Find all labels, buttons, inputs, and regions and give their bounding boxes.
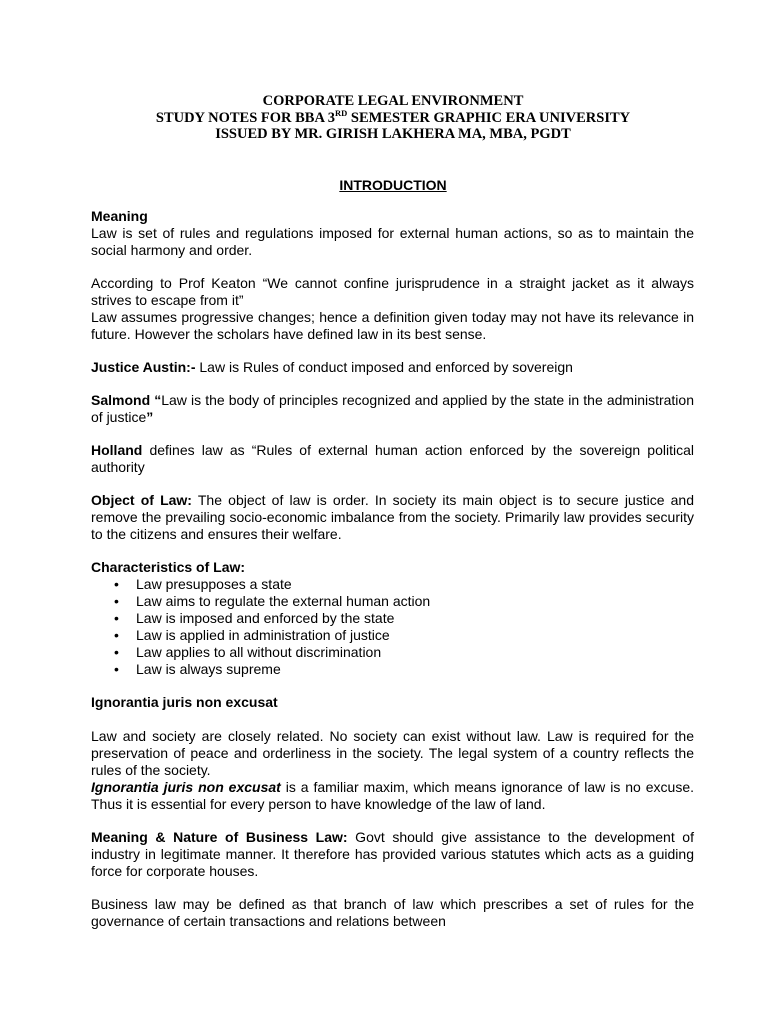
ignorantia-text: is a familiar maxim, which means ignorance of law is no excuse. Thus it is essential for every person to have knowledge of the law of land. — [91, 779, 695, 812]
law-society-paragraph: Law and society are closely related. No society can exist without law. Law is required for the preservation of peace and orderliness in the society. The legal system of a country reflects the rules of the society. — [91, 728, 694, 778]
austin-label: Justice Austin:- — [91, 359, 196, 375]
bullet-icon: • — [114, 576, 119, 592]
salmond-definition — [91, 392, 694, 426]
holland-label: Holland — [91, 442, 143, 458]
document-header — [0, 93, 768, 143]
list-item — [91, 576, 694, 593]
list-item-text: Law applies to all without discrimination — [136, 644, 382, 660]
header-course-title: CORPORATE LEGAL ENVIRONMENT — [262, 93, 524, 109]
document-body — [91, 208, 694, 946]
ignorantia-heading: Ignorantia juris non excusat — [91, 694, 278, 710]
header-study-notes — [0, 107, 768, 127]
list-item — [91, 661, 694, 678]
bullet-icon: • — [114, 593, 119, 609]
section-title-introduction: INTRODUCTION — [339, 177, 447, 193]
bullet-icon: • — [114, 627, 119, 643]
characteristics-heading: Characteristics of Law: — [91, 559, 246, 575]
header-study-notes-text: STUDY NOTES FOR BBA 3 — [155, 109, 336, 126]
bullet-icon: • — [114, 661, 119, 677]
business-law-definition: Business law may be defined as that branch of law which prescribes a set of rules for the governance of certain transactions and relations between — [91, 896, 694, 929]
business-law-text: Govt should give assistance to the development of industry in legitimate manner. It therefore has provided various statutes which acts as a guiding force for corporate houses. — [91, 829, 694, 879]
business-law-label: Meaning & Nature of Business Law: — [91, 829, 348, 845]
keaton-quote-paragraph: According to Prof Keaton “We cannot confine jurisprudence in a straight jacket as it always strives to escape from it” — [91, 275, 694, 308]
salmond-label: Salmond “ — [91, 392, 162, 408]
object-label: Object of Law: — [91, 492, 192, 508]
austin-text: Law is Rules of conduct imposed and enforced by sovereign — [195, 359, 573, 375]
object-of-law — [91, 492, 694, 543]
header-university-text: SEMESTER GRAPHIC ERA UNIVERSITY — [347, 109, 631, 126]
bullet-icon: • — [114, 610, 119, 626]
salmond-close-quote: ” — [146, 409, 154, 425]
list-item — [91, 593, 694, 610]
list-item — [91, 610, 694, 627]
header-issuer: ISSUED BY MR. GIRISH LAKHERA MA, MBA, PGDT — [215, 126, 571, 142]
meaning-heading: Meaning — [91, 208, 148, 224]
list-item — [91, 627, 694, 644]
list-item-text: Law is always supreme — [136, 661, 281, 677]
characteristics-list — [91, 576, 694, 678]
list-item-text: Law is applied in administration of justice — [136, 627, 390, 643]
list-item — [91, 644, 694, 661]
list-item-text: Law aims to regulate the external human action — [136, 593, 431, 609]
meaning-paragraph: Law is set of rules and regulations imposed for external human actions, so as to maintain the social harmony and order. — [91, 225, 694, 258]
holland-definition — [91, 442, 694, 476]
bullet-icon: • — [114, 644, 119, 660]
list-item-text: Law presupposes a state — [136, 576, 292, 592]
holland-text: defines law as “Rules of external human action enforced by the sovereign political authority — [91, 442, 694, 475]
salmond-text: Law is the body of principles recognized and applied by the state in the administration of justice — [91, 392, 694, 425]
ignorantia-maxim: Ignorantia juris non excusat — [91, 779, 281, 795]
business-law-paragraph — [91, 829, 694, 880]
header-superscript: RD — [335, 107, 348, 118]
austin-definition — [91, 359, 694, 376]
list-item-text: Law is imposed and enforced by the state — [136, 610, 395, 626]
progressive-law-paragraph: Law assumes progressive changes; hence a definition given today may not have its relevance in future. However the scholars have defined law in its best sense. — [91, 309, 694, 342]
ignorantia-paragraph — [91, 779, 694, 813]
object-text: The object of law is order. In society its main object is to secure justice and remove the prevailing socio-economic imbalance from the society. Primarily law provides security to the citizens and ensures their welfare. — [91, 492, 695, 542]
